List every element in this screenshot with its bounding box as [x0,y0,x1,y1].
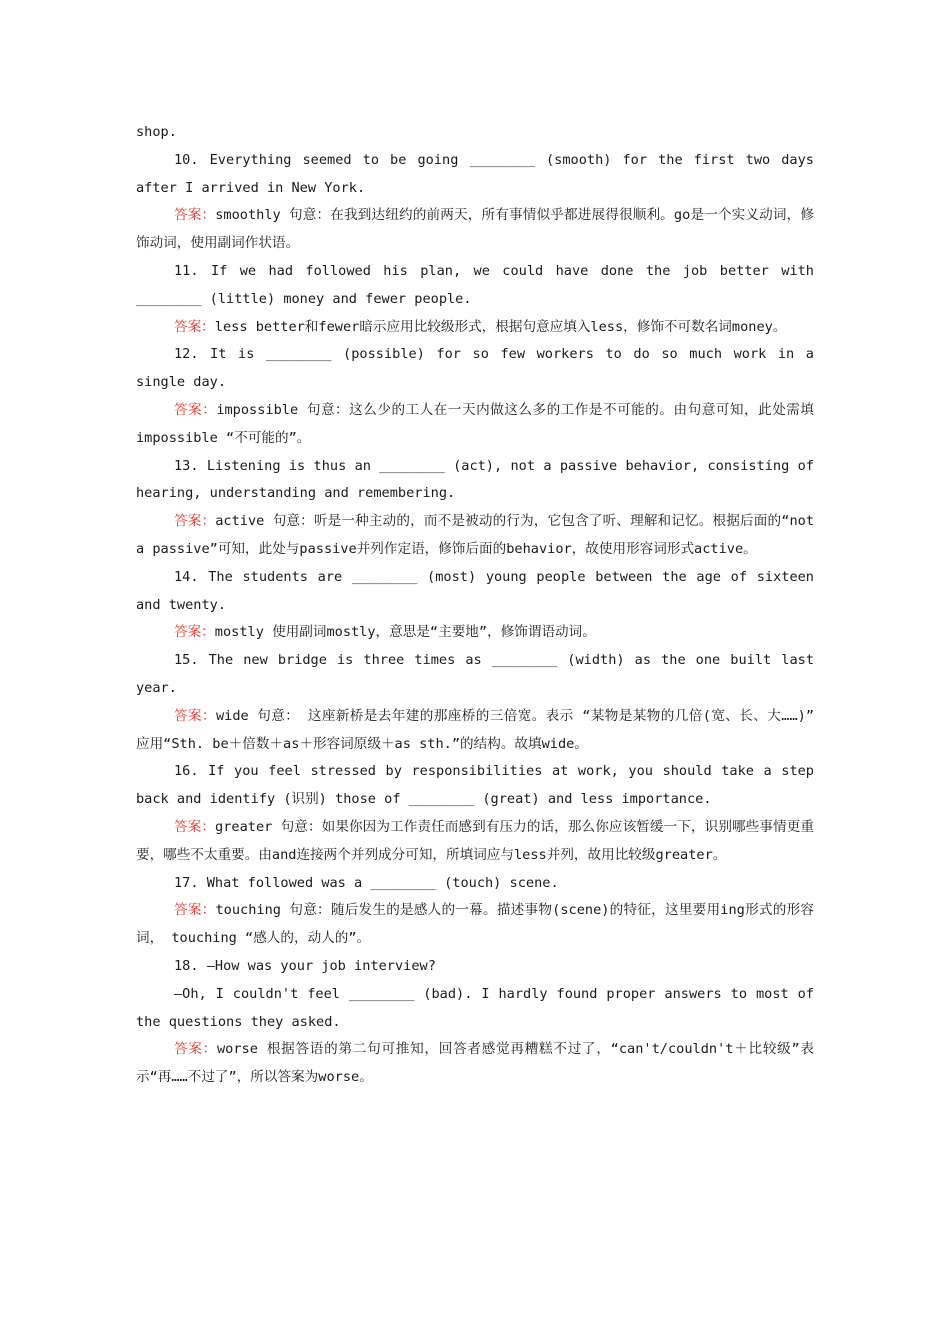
question-paragraph [136,147,814,203]
question-paragraph [136,453,814,509]
question-paragraph [136,341,814,397]
answer-paragraph [136,1036,814,1092]
answer-paragraph [136,397,814,453]
answer-paragraph [136,814,814,870]
question-paragraph [136,981,814,1037]
question-text: 13. Listening is thus an ________ (act), not a passive behavior, consisting of hearing, understanding and remembering. [136,457,814,502]
question-text: 16. If you feel stressed by responsibilities at work, you should take a step back and identify (识别) those of ________ (great) and less importance. [136,763,814,808]
answer-label: 答案： [174,401,217,418]
answer-text: worse 根据答语的第二句可推知，回答者感觉再糟糕不过了，“can't/couldn't＋比较级”表示“再……不过了”，所以答案为worse。 [136,1041,814,1086]
question-text: 14. The students are ________ (most) young people between the age of sixteen and twenty. [136,568,814,613]
document-body [136,119,814,1092]
question-paragraph [136,258,814,314]
answer-label: 答案： [174,207,216,224]
answer-label: 答案： [174,818,216,835]
answer-text: active 句意：听是一种主动的，而不是被动的行为，它包含了听、理解和记忆。根据后面的“not a passive”可知，此处与passive并列作定语，修饰后面的behavior，故使用形容词形式active。 [136,513,815,557]
question-text: 10. Everything seemed to be going ________ (smooth) for the first two days after I arrived in New York. [136,151,814,196]
question-paragraph [136,119,814,147]
answer-label: 答案： [174,624,215,641]
answer-text: greater 句意：如果你因为工作责任而感到有压力的话，那么你应该暂缓一下，识别哪些事情更重要，哪些不太重要。由and连接两个并列成分可知，所填词应与less并列，故用比较级greater。 [136,818,814,863]
answer-paragraph [136,619,814,647]
answer-text: less better和fewer暗示应用比较级形式，根据句意应填入less，修饰不可数名词money。 [214,318,787,335]
question-text: 11. If we had followed his plan, we could have done the job better with ________ (little) money and fewer people. [136,262,814,307]
question-paragraph [136,564,814,620]
answer-text: touching 句意：随后发生的是感人的一幕。描述事物(scene)的特征，这里要用ing形式的形容词， touching “感人的，动人的”。 [136,902,815,947]
question-text: 17. What followed was a ________ (touch) scene. [174,874,559,891]
answer-label: 答案： [174,513,216,530]
question-paragraph [136,953,814,981]
question-text: 18. —How was your job interview? [174,957,436,974]
answer-paragraph [136,703,814,759]
answer-text: mostly 使用副词mostly，意思是“主要地”，修饰谓语动词。 [214,624,596,641]
answer-label: 答案： [174,318,215,335]
question-paragraph [136,870,814,898]
answer-label: 答案： [174,1041,217,1058]
answer-paragraph [136,202,814,258]
answer-paragraph [136,314,814,342]
question-paragraph [136,758,814,814]
answer-paragraph [136,897,814,953]
answer-label: 答案： [174,707,216,724]
answer-text: wide 句意： 这座新桥是去年建的那座桥的三倍宽。表示 “某物是某物的几倍(宽、长、大……)” 应用“Sth. be＋倍数＋as＋形容词原级＋as sth.”的结构。故填wide。 [136,707,814,752]
answer-paragraph [136,508,814,564]
answer-text: impossible 句意：这么少的工人在一天内做这么多的工作是不可能的。由句意可知，此处需填impossible “不可能的”。 [136,401,814,446]
question-text: 15. The new bridge is three times as ________ (width) as the one built last year. [136,652,814,696]
question-text: shop. [136,124,177,140]
answer-text: smoothly 句意：在我到达纽约的前两天，所有事情似乎都进展得很顺利。go是一个实义动词，修饰动词，使用副词作状语。 [136,207,815,252]
answer-label: 答案： [174,902,216,919]
question-text: —Oh, I couldn't feel ________ (bad). I hardly found proper answers to most of the questions they asked. [136,985,814,1030]
question-text: 12. It is ________ (possible) for so few workers to do so much work in a single day. [136,346,814,391]
question-paragraph [136,647,814,703]
